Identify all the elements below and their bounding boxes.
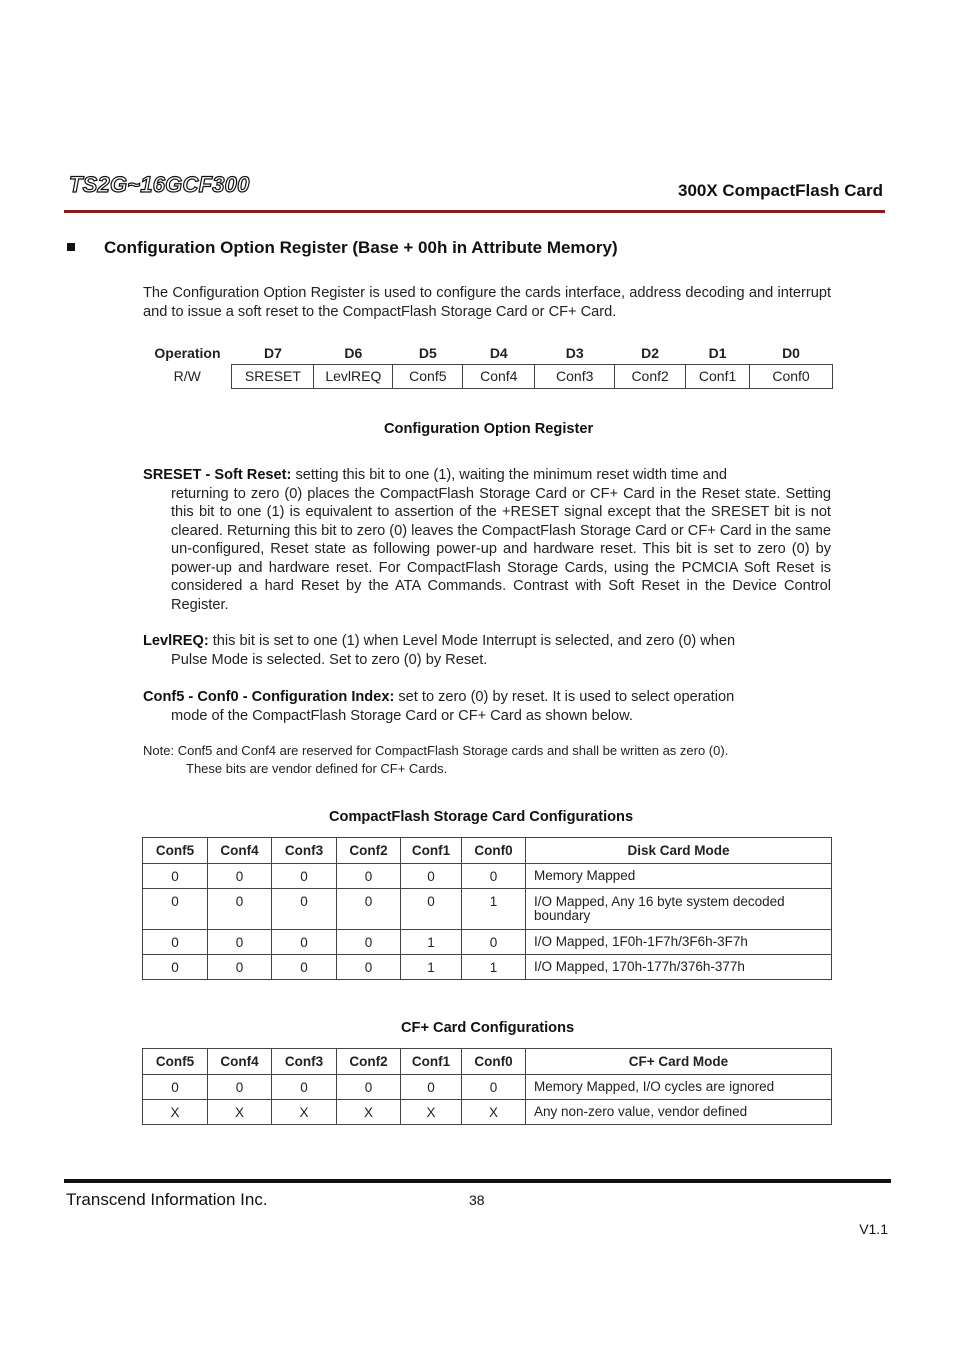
cfplus-header-row [143, 1049, 832, 1075]
table-cell: X [208, 1100, 272, 1125]
register-header-cell: Operation [154, 345, 221, 361]
cfplus-header-cell: Conf0 [462, 1049, 526, 1075]
table-cell: 0 [337, 955, 401, 980]
register-header-cell: D4 [489, 344, 508, 361]
cfplus-header-cell: Conf3 [272, 1049, 337, 1075]
table-cell: 0 [462, 930, 526, 955]
table-cell: 0 [143, 955, 208, 980]
sreset-first-line: setting this bit to one (1), waiting the minimum reset width time and [295, 467, 727, 483]
header-product-name: 300X CompactFlash Card [677, 181, 883, 200]
storage-header-cell: Conf2 [337, 838, 401, 864]
cfplus-header-cell: Conf2 [337, 1049, 401, 1075]
table-row [143, 930, 832, 955]
cfplus-header-cell: Conf5 [143, 1049, 208, 1075]
levlreq-body: Pulse Mode is selected. Set to zero (0) by Reset. [171, 651, 488, 668]
storage-header-cell: Conf4 [208, 838, 272, 864]
table-cell-mode: Memory Mapped [526, 864, 832, 889]
square-bullet-icon [67, 243, 75, 251]
register-bit-table [143, 342, 833, 389]
register-bit-cell: LevlREQ [314, 364, 393, 388]
table-cell-mode: Any non-zero value, vendor defined [526, 1100, 832, 1125]
register-bit-cell: Conf4 [463, 364, 535, 388]
table-cell: 0 [272, 930, 337, 955]
intro-paragraph: The Configuration Option Register is used to configure the cards interface, address decoding and interrupt and to issue a soft reset to the CompactFlash Storage Card or CF+ Card. [143, 285, 831, 320]
header-divider [64, 210, 885, 213]
register-bit-cell: Conf0 [750, 364, 833, 388]
sreset-body: returning to zero (0) places the CompactFlash Storage Card or CF+ Card in the Reset state. Setting this bit to one (1) is equivalent to assertion of the +RESET signal except that the SRESET bit is not cleared. Returning this bit to zero (0) leaves the CompactFlash Storage Card or CF+ Card in the same un-configured, Reset state as following power-up and hardware reset. This bit is set to zero (0) by power-up and hardware reset. For CompactFlash Storage Cards, using the PCMCIA Soft Reset is considered a hard Reset by the ATA Commands. Contrast with Soft Reset in the Device Control Register. [171, 485, 831, 613]
register-header-cell: D1 [708, 344, 727, 361]
note-line-1 [143, 742, 831, 760]
cfplus-header-cell: Conf4 [208, 1049, 272, 1075]
table-row [143, 1100, 832, 1125]
conf-index-term: Conf5 - Conf0 - Configuration Index: [143, 689, 395, 705]
table-cell: X [143, 1100, 208, 1125]
table-cell: 0 [401, 889, 462, 930]
note-block [143, 742, 831, 777]
table-cell: 0 [143, 864, 208, 889]
table-cell: 0 [462, 864, 526, 889]
register-header-cell: D0 [782, 344, 800, 361]
register-bit-cell: SRESET [232, 364, 314, 388]
cfplus-header-cell: Conf1 [401, 1049, 462, 1075]
table-cell: 1 [462, 889, 526, 930]
storage-header-cell: Disk Card Mode [526, 838, 832, 864]
table-cell: 0 [208, 864, 272, 889]
storage-header-cell: Conf1 [401, 838, 462, 864]
footer-company: Transcend Information Inc. [66, 1190, 268, 1209]
register-operation-cell: R/W [173, 368, 201, 384]
table-cell-mode: Memory Mapped, I/O cycles are ignored [526, 1075, 832, 1100]
footer-divider [64, 1179, 891, 1183]
table-cell: X [337, 1100, 401, 1125]
storage-config-table [142, 837, 832, 980]
table-cell: 1 [401, 930, 462, 955]
storage-header-cell: Conf3 [272, 838, 337, 864]
table-cell: 0 [337, 930, 401, 955]
table-cell-mode: I/O Mapped, 1F0h-1F7h/3F6h-3F7h [526, 930, 832, 955]
conf-index-description [143, 688, 831, 725]
table-cell: 0 [337, 864, 401, 889]
table-cell: 0 [337, 1075, 401, 1100]
register-caption: Configuration Option Register [384, 421, 594, 437]
storage-header-row [143, 838, 832, 864]
table-cell: 0 [401, 1075, 462, 1100]
table-cell-mode: I/O Mapped, 170h-177h/376h-377h [526, 955, 832, 980]
cfplus-config-table [142, 1048, 832, 1125]
footer-version: V1.1 [859, 1221, 888, 1237]
table-cell: 1 [401, 955, 462, 980]
table-cell: 0 [143, 930, 208, 955]
table-cell: 0 [401, 864, 462, 889]
register-bit-cell: Conf2 [615, 364, 686, 388]
table-row [143, 1075, 832, 1100]
table-cell: 0 [272, 955, 337, 980]
register-header-cell: D3 [565, 344, 584, 361]
note-line-2: These bits are vendor defined for CF+ Cards. [186, 760, 448, 776]
table-row [143, 889, 832, 930]
register-bit-cell: Conf5 [393, 364, 463, 388]
register-header-cell: D2 [641, 344, 660, 361]
table-cell: 0 [208, 1075, 272, 1100]
table-cell: X [401, 1100, 462, 1125]
table-cell: 0 [143, 1075, 208, 1100]
sreset-term: SRESET - Soft Reset: [143, 467, 292, 483]
sreset-description [143, 466, 831, 614]
register-bit-cell: Conf1 [686, 364, 750, 388]
note-label: Note: [143, 743, 175, 758]
table-cell: 1 [462, 955, 526, 980]
levlreq-description [143, 632, 831, 669]
storage-table-caption: CompactFlash Storage Card Configurations [329, 809, 634, 825]
header-model-title: TS2G~16GCF300 [69, 172, 250, 197]
table-row [143, 864, 832, 889]
levlreq-first-line: this bit is set to one (1) when Level Mode Interrupt is selected, and zero (0) when [212, 633, 736, 649]
conf-index-first-line: set to zero (0) by reset. It is used to select operation [398, 689, 735, 705]
cfplus-table-caption: CF+ Card Configurations [401, 1020, 575, 1036]
storage-header-cell: Conf0 [462, 838, 526, 864]
table-cell: 0 [337, 889, 401, 930]
table-cell: X [272, 1100, 337, 1125]
table-cell: 0 [208, 889, 272, 930]
table-cell: 0 [208, 955, 272, 980]
table-cell: 0 [272, 864, 337, 889]
table-cell: 0 [462, 1075, 526, 1100]
register-header-row [143, 342, 833, 364]
table-cell: 0 [208, 930, 272, 955]
register-bit-cell: Conf3 [535, 364, 615, 388]
register-header-cell: D6 [344, 344, 363, 361]
levlreq-term: LevlREQ: [143, 633, 209, 649]
section-title: Configuration Option Register (Base + 00h in Attribute Memory) [104, 238, 618, 257]
table-cell: X [462, 1100, 526, 1125]
table-cell: 0 [272, 1075, 337, 1100]
register-header-cell: D5 [418, 344, 437, 361]
cfplus-header-cell: CF+ Card Mode [526, 1049, 832, 1075]
register-bit-row [143, 364, 833, 388]
storage-header-cell: Conf5 [143, 838, 208, 864]
table-cell: 0 [272, 889, 337, 930]
table-cell: 0 [143, 889, 208, 930]
register-header-cell: D7 [263, 344, 282, 361]
note-first-text: Conf5 and Conf4 are reserved for CompactFlash Storage cards and shall be written as zero (0). [177, 743, 729, 758]
footer-page-number: 38 [469, 1192, 485, 1208]
table-row [143, 955, 832, 980]
table-cell-mode: I/O Mapped, Any 16 byte system decoded boundary [526, 889, 832, 930]
conf-index-body: mode of the CompactFlash Storage Card or CF+ Card as shown below. [171, 707, 633, 724]
